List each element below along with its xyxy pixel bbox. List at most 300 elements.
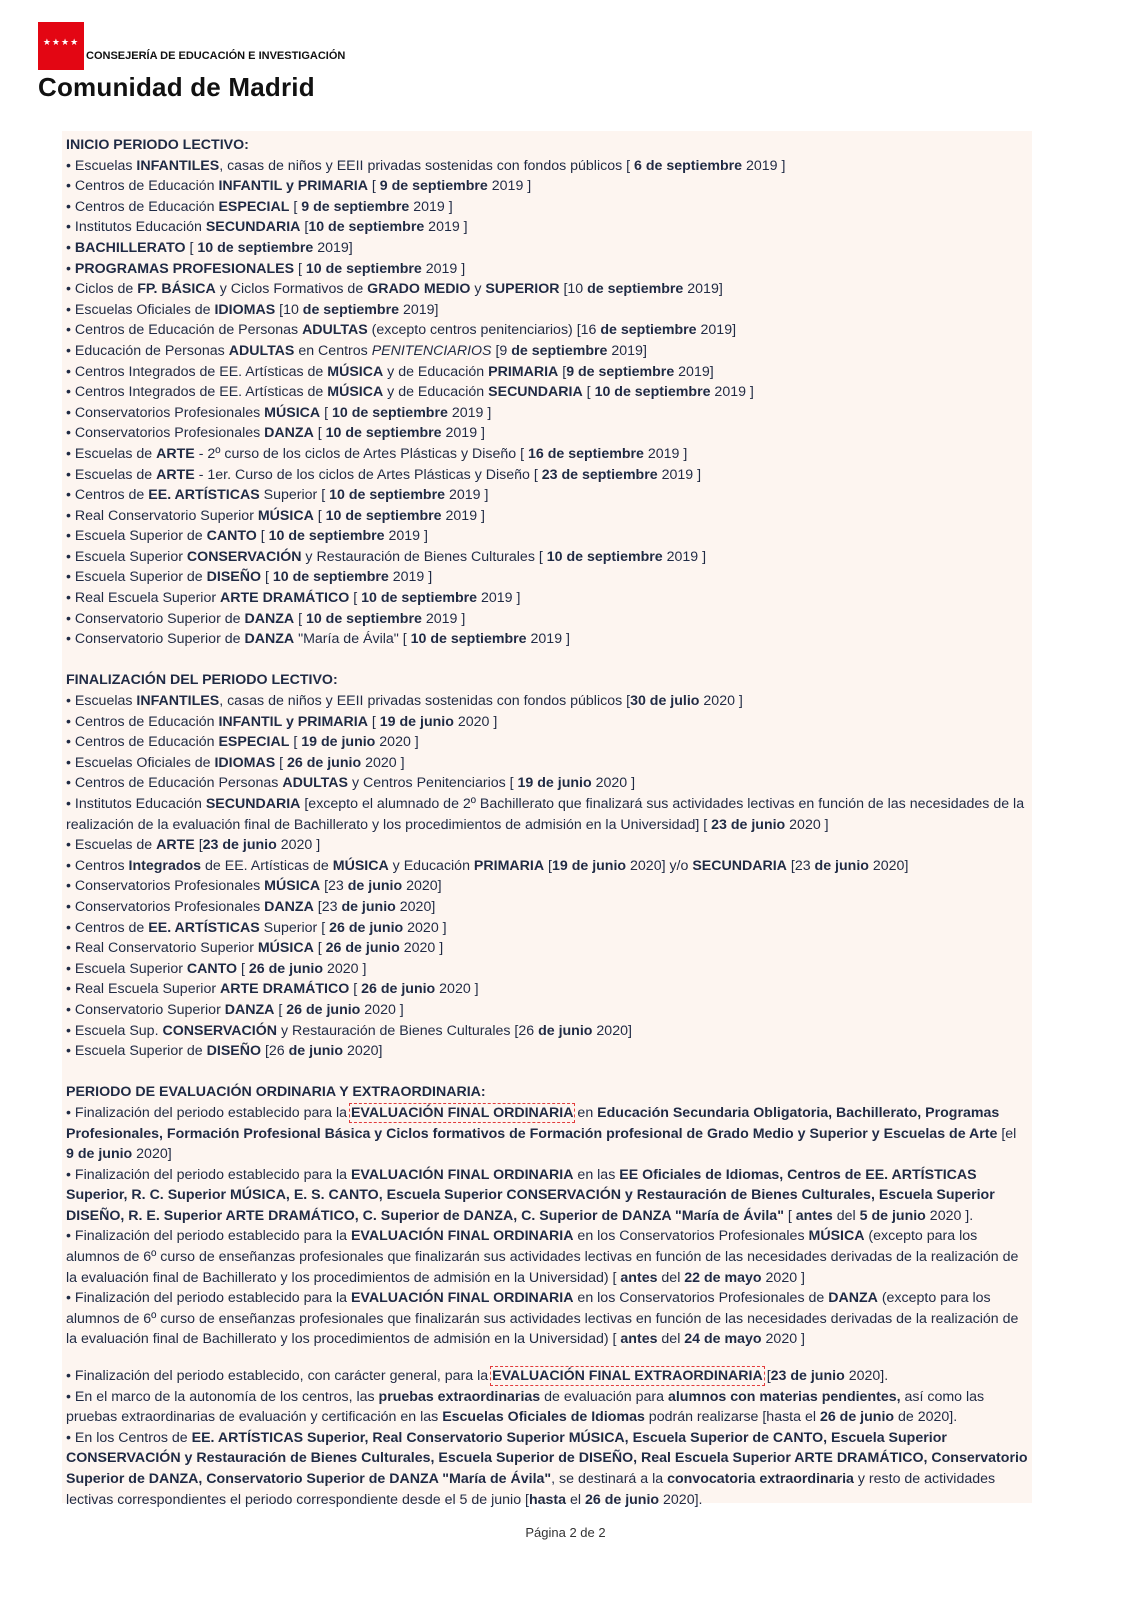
list-item	[66, 279, 1028, 300]
text-run: antes	[620, 1331, 658, 1348]
text-run: alumnos con materias pendientes,	[667, 1388, 901, 1405]
list-item	[66, 753, 1028, 774]
list-item	[66, 1021, 1028, 1042]
text-run: • Institutos Educación	[66, 796, 206, 812]
text-run: • Finalización del periodo establecido para la	[66, 1166, 351, 1183]
text-run: INFANTILES	[136, 157, 220, 174]
text-run: DANZA	[244, 610, 295, 627]
text-run: de junio	[814, 857, 869, 874]
text-run: PROGRAMAS PROFESIONALES	[74, 260, 295, 277]
text-run: 2020 ]	[360, 1001, 404, 1018]
text-run: Superior [	[259, 487, 330, 504]
text-run: [	[783, 1207, 796, 1224]
list-item	[66, 156, 1028, 177]
text-run: 19 de junio	[379, 713, 454, 730]
text-run: en Centros	[294, 342, 372, 359]
highlighted-term: EVALUACIÓN FINAL EXTRAORDINARIA	[492, 1368, 763, 1385]
text-run: y	[470, 281, 486, 298]
text-run: 10 de septiembre	[410, 631, 527, 648]
text-run: 2019]	[607, 342, 647, 359]
text-run: 2020]	[132, 1146, 172, 1163]
text-run: 2020 ]	[323, 960, 367, 977]
text-run: BACHILLERATO	[74, 239, 186, 256]
text-run: 2019 ]	[421, 610, 466, 627]
text-run: 19 de junio	[301, 734, 376, 751]
list-item	[66, 1000, 1028, 1021]
text-run: [	[194, 837, 203, 854]
text-run: 2019 ]	[526, 631, 570, 648]
text-run: [	[256, 528, 269, 545]
text-run: del	[832, 1207, 860, 1224]
text-run: y Educación	[388, 857, 474, 874]
text-run: DANZA	[244, 631, 295, 648]
list-item	[66, 712, 1028, 733]
list-item	[66, 1226, 1028, 1288]
text-run: [	[544, 857, 552, 874]
text-run: SECUNDARIA	[205, 796, 301, 812]
text-run: • Centros de Educación Personas	[66, 775, 283, 792]
evaluacion-list	[66, 1103, 1028, 1350]
text-run: • Escuelas de	[66, 445, 157, 462]
text-run: [	[367, 178, 380, 195]
text-run: de junio	[341, 898, 396, 915]
text-run: , casas de niños y EEII privadas sostenidas con fondos públicos [	[219, 693, 631, 710]
text-run: SECUNDARIA	[488, 384, 583, 401]
list-item	[66, 876, 1028, 897]
text-run: MÚSICA	[808, 1228, 865, 1245]
text-run: 22 de mayo	[684, 1269, 762, 1286]
text-run: 2019 ]	[445, 487, 489, 504]
text-run: • En los Centros de	[66, 1429, 192, 1446]
text-run: "María de Ávila" [	[294, 631, 411, 648]
text-run: [	[313, 425, 326, 442]
text-run: [	[237, 960, 249, 977]
text-run: 2019 ]	[441, 507, 485, 524]
text-run: [23	[320, 878, 348, 895]
text-run: [	[300, 219, 309, 236]
text-run: 2020 ]	[453, 713, 498, 730]
list-item	[66, 856, 1028, 877]
text-run: [	[289, 198, 302, 215]
text-run: y Restauración de Bienes Culturales [26	[277, 1022, 539, 1039]
text-run: [10	[559, 281, 588, 298]
text-run: EE. ARTÍSTICAS	[148, 487, 260, 504]
text-run: [10	[275, 301, 303, 318]
text-run: EVALUACIÓN FINAL ORDINARIA	[350, 1166, 574, 1183]
text-run: [	[320, 404, 332, 421]
text-run: de EE. Artísticas de	[201, 857, 333, 874]
text-run: • Real Escuela Superior	[66, 981, 221, 998]
inicio-list	[66, 156, 1028, 650]
text-run: • Centros de Educación	[66, 178, 219, 195]
text-run: • Finalización del periodo establecido para la	[66, 1290, 351, 1307]
text-run: 10 de septiembre	[325, 507, 442, 524]
text-run: 2020]	[402, 878, 442, 895]
text-run: 2019 ]	[710, 384, 754, 401]
text-run: 2020 ]	[591, 775, 636, 792]
text-run: • Conservatorios Profesionales	[66, 878, 265, 895]
list-item	[66, 444, 1028, 465]
list-item	[66, 465, 1028, 486]
text-run: • Centros de Educación	[66, 713, 219, 730]
text-run: y Centros Penitenciarios [	[348, 775, 518, 792]
text-run: 2020 ]	[375, 734, 419, 751]
list-item	[66, 238, 1028, 259]
text-run: en los Conservatorios Profesionales de	[573, 1290, 829, 1307]
text-run: INFANTIL y PRIMARIA	[218, 713, 368, 730]
comunidad-madrid-logo	[38, 22, 84, 70]
text-run: y de Educación	[383, 384, 489, 401]
text-run: Educación Secundaria Obligatoria, Bachillerato, Programas Profesionales, Formación Profesional Básica y Ciclos formativos de Formación profesional de Grado Medio y Superior y Escuelas de Arte	[66, 1104, 1000, 1142]
text-run: ARTE DRAMÁTICO	[220, 981, 350, 998]
text-run: IDIOMAS	[214, 754, 276, 771]
text-run: 10 de septiembre	[305, 260, 422, 277]
text-run: [	[275, 754, 288, 771]
list-item	[66, 1428, 1028, 1510]
text-run: 10 de septiembre	[308, 219, 425, 236]
list-item	[66, 629, 1028, 650]
text-run: 2019 ]	[447, 404, 492, 421]
text-run: INFANTILES	[136, 693, 220, 710]
text-run: 6 de septiembre	[634, 157, 743, 174]
text-run: DANZA	[224, 1001, 275, 1018]
text-run: de evaluación para	[540, 1388, 668, 1405]
text-run: • Centros de Educación de Personas	[66, 322, 303, 339]
list-item	[66, 1366, 1028, 1387]
text-run: 2020 ].	[925, 1207, 974, 1224]
text-run: [	[289, 734, 302, 751]
text-run: 10 de septiembre	[594, 384, 711, 401]
text-run: y Restauración de Bienes Culturales [	[301, 548, 547, 565]
text-run: • Centros de Educación	[66, 734, 219, 751]
text-run: • Centros Integrados de EE. Artísticas de	[66, 384, 328, 401]
text-run: • Centros de	[66, 487, 149, 504]
text-run: MÚSICA	[264, 878, 321, 895]
text-run: (excepto para los alumnos de 6º curso de enseñanzas profesionales que finalizarán sus actividades lectivas en función de las necesidades derivadas de la realización de la evaluación final de Bachillerato y los procedimientos de admisión en la Universidad) [	[66, 1290, 1019, 1348]
text-run: [	[294, 610, 306, 627]
list-item	[66, 1103, 1028, 1165]
text-run: [26	[261, 1043, 289, 1060]
text-run: 26 de junio	[287, 754, 362, 771]
text-run: DISEÑO	[206, 1043, 262, 1060]
text-run: 2020 ]	[761, 1269, 805, 1286]
text-run: GRADO MEDIO	[367, 281, 471, 298]
text-run: 26 de junio	[286, 1001, 361, 1018]
text-run: • Centros	[66, 857, 129, 874]
text-run: CANTO	[186, 960, 238, 977]
text-run: • Escuelas de	[66, 837, 157, 854]
text-run: 26 de junio	[329, 919, 404, 936]
text-run: ARTE	[156, 445, 195, 462]
text-run: 16 de septiembre	[527, 445, 644, 462]
text-run: ARTE DRAMÁTICO	[220, 590, 350, 607]
text-run: 2020]	[868, 857, 909, 874]
list-item	[66, 423, 1028, 444]
text-run: 9 de septiembre	[301, 198, 410, 215]
text-run: 2019 ]	[477, 590, 521, 607]
text-run: de septiembre	[600, 322, 697, 339]
text-run: ESPECIAL	[218, 198, 290, 215]
text-run: convocatoria extraordinaria	[667, 1471, 854, 1487]
text-run: 10 de septiembre	[268, 528, 385, 545]
list-item	[66, 526, 1028, 547]
text-run: 2019 ]	[643, 445, 688, 462]
list-item	[66, 485, 1028, 506]
text-run: • Escuela Superior de	[66, 569, 207, 586]
text-run: ARTE	[156, 837, 195, 854]
text-run: EE Oficiales de Idiomas, Centros de EE. ARTÍSTICAS Superior, R. C. Superior MÚSICA, E. S. CANTO, Escuela Superior CONSERVACIÓN y Restauración de Bienes Culturales, Escuela Superior DISEÑO, R. E. Superior ARTE DRAMÁTICO, C. Superior de DANZA, C. Superior de DANZA "María de Ávila"	[66, 1166, 995, 1224]
text-run: en los Conservatorios Profesionales	[573, 1228, 809, 1245]
text-run: 23 de junio	[770, 1368, 845, 1385]
list-item	[66, 176, 1028, 197]
text-run: 2019 ]	[742, 157, 786, 174]
text-run: [	[261, 569, 273, 586]
comunidad-title: Comunidad de Madrid	[38, 72, 315, 102]
list-item	[66, 959, 1028, 980]
text-run: [	[558, 363, 567, 380]
text-run: • Conservatorios Profesionales	[66, 425, 265, 442]
text-run: PENITENCIARIOS	[371, 342, 492, 359]
text-run: • Centros de Educación	[66, 198, 219, 215]
text-run: EVALUACIÓN FINAL ORDINARIA	[350, 1290, 574, 1307]
text-run: 2019 ]	[424, 219, 468, 236]
text-run: • Escuelas	[66, 157, 137, 174]
list-item	[66, 320, 1028, 341]
text-run: 9 de septiembre	[379, 178, 488, 195]
text-run: [	[185, 239, 198, 256]
text-run: [9	[491, 342, 512, 359]
text-run: del	[657, 1269, 685, 1286]
text-run: 10 de septiembre	[361, 590, 478, 607]
text-run: SECUNDARIA	[692, 857, 787, 874]
text-run: MÚSICA	[257, 507, 314, 524]
text-run: de junio	[347, 878, 403, 895]
text-run: 10 de septiembre	[305, 610, 422, 627]
list-item	[66, 835, 1028, 856]
evaluacion-list-2	[66, 1366, 1028, 1510]
text-run: 24 de mayo	[684, 1331, 762, 1348]
text-run: 2019 ]	[384, 528, 428, 545]
text-run: pruebas extraordinarias	[378, 1388, 541, 1405]
list-item	[66, 217, 1028, 238]
text-run: Escuelas Oficiales de Idiomas	[442, 1409, 645, 1426]
text-run: de 2020].	[894, 1409, 958, 1426]
text-run: •	[66, 260, 75, 277]
text-run: PRIMARIA	[488, 363, 559, 380]
text-run: • Institutos Educación	[66, 219, 206, 236]
list-item	[66, 1387, 1028, 1428]
list-item	[66, 403, 1028, 424]
text-run: IDIOMAS	[214, 301, 276, 318]
text-run: 2020]	[592, 1022, 632, 1039]
text-run: • Escuelas Oficiales de	[66, 754, 215, 771]
page-number: Página 2 de 2	[525, 1525, 606, 1540]
text-run: 26 de junio	[361, 981, 436, 998]
text-run: 10 de septiembre	[197, 239, 314, 256]
text-run: de septiembre	[587, 281, 684, 298]
text-run: 2020 ]	[699, 693, 743, 710]
list-item	[66, 300, 1028, 321]
text-run: • Centros de	[66, 919, 149, 936]
text-run: 19 de junio	[551, 857, 627, 874]
text-run: [excepto el alumnado de 2º Bachillerato que finalizará sus actividades lectivas en función de las necesidades de la realización de la evaluación final de Bachillerato y los procedimientos de admisión en la Universidad] [	[66, 796, 1025, 833]
text-run: CONSERVACIÓN	[186, 548, 302, 565]
text-run: CANTO	[206, 528, 257, 545]
text-run: • Escuela Superior de	[66, 528, 207, 545]
text-run: [el	[997, 1125, 1017, 1142]
text-run: podrán realizarse [hasta el	[644, 1409, 820, 1426]
text-run: Integrados	[128, 857, 202, 874]
text-run: [	[294, 260, 306, 277]
text-run: 23 de junio	[711, 816, 786, 833]
text-run: en	[573, 1104, 598, 1121]
text-run: 10 de septiembre	[329, 487, 446, 504]
text-run: 2020].	[659, 1491, 703, 1508]
text-run: 2020 ]	[761, 1331, 805, 1348]
text-run: 10 de septiembre	[325, 425, 442, 442]
text-run: 10 de septiembre	[546, 548, 663, 565]
finalizacion-title: FINALIZACIÓN DEL PERIODO LECTIVO:	[66, 672, 338, 689]
text-run: de junio	[288, 1043, 344, 1060]
text-run: [	[582, 384, 595, 401]
text-run: 2019 ]	[662, 548, 707, 565]
text-run: • Conservatorio Superior	[66, 1001, 225, 1018]
list-item	[66, 691, 1028, 712]
finalizacion-list	[66, 691, 1028, 1062]
text-run: • Real Conservatorio Superior	[66, 940, 258, 957]
text-run: - 1er. Curso de los ciclos de Artes Plásticas y Diseño [	[194, 466, 542, 483]
text-run: y resto de actividades lectivas correspondientes el periodo correspondiente desde el 5 de junio [	[66, 1471, 996, 1508]
list-item	[66, 588, 1028, 609]
text-run: 2020] y/o	[626, 857, 693, 874]
text-run: [23	[786, 857, 815, 874]
text-run: 2019 ]	[388, 569, 433, 586]
text-run: 2020].	[844, 1368, 889, 1385]
text-run: • Escuela Superior	[66, 960, 187, 977]
text-run: , casas de niños y EEII privadas sostenidas con fondos públicos [	[219, 157, 635, 174]
text-run: 23 de junio	[202, 837, 277, 854]
text-run: • Real Conservatorio Superior	[66, 507, 258, 524]
list-item	[66, 506, 1028, 527]
text-run: DISEÑO	[206, 569, 262, 586]
text-run: • Escuela Superior	[66, 548, 187, 565]
text-run: 26 de junio	[248, 960, 324, 977]
text-run: en las	[573, 1166, 620, 1183]
text-run: 26 de junio	[584, 1491, 660, 1508]
text-run: 2020 ]	[435, 981, 479, 998]
text-run: así como las pruebas extraordinarias de evaluación y certificación en las	[66, 1388, 985, 1426]
text-run: • Escuelas	[66, 693, 137, 710]
text-run: hasta	[528, 1491, 567, 1508]
inicio-title: INICIO PERIODO LECTIVO:	[66, 137, 249, 153]
list-item	[66, 1041, 1028, 1062]
list-item	[66, 1165, 1028, 1227]
calendar-content	[62, 131, 1032, 1508]
text-run: 10 de septiembre	[272, 569, 389, 586]
text-run: antes	[795, 1207, 833, 1224]
text-run: MÚSICA	[264, 404, 321, 421]
text-run: 2019]	[696, 322, 737, 339]
text-run: PRIMARIA	[473, 857, 545, 874]
text-run: MÚSICA	[327, 363, 384, 380]
text-run: ESPECIAL	[218, 734, 290, 751]
text-run: - 2º curso de los ciclos de Artes Plásticas y Diseño [	[194, 445, 528, 462]
text-run: INFANTIL y PRIMARIA	[218, 178, 368, 195]
text-run: [	[367, 713, 380, 730]
text-run: ADULTAS	[282, 775, 348, 792]
consejeria-label: CONSEJERÍA DE EDUCACIÓN E INVESTIGACIÓN	[86, 50, 346, 62]
list-item	[66, 609, 1028, 630]
text-run: 2019]	[683, 281, 723, 298]
text-run: 2020]	[395, 898, 436, 915]
text-run: • Conservatorios Profesionales	[66, 898, 265, 915]
text-run: 26 de junio	[325, 940, 400, 957]
list-item	[66, 341, 1028, 362]
text-run: DANZA	[828, 1290, 878, 1307]
text-run: [	[313, 940, 326, 957]
text-run: • Escuela Superior de	[66, 1043, 207, 1060]
text-run: MÚSICA	[332, 857, 389, 874]
text-run: 2019 ]	[409, 198, 453, 215]
text-run: MÚSICA	[257, 940, 314, 957]
text-run: antes	[620, 1269, 658, 1286]
list-item	[66, 938, 1028, 959]
list-item	[66, 732, 1028, 753]
text-run: EVALUACIÓN FINAL ORDINARIA	[350, 1228, 574, 1245]
text-run: • Escuela Sup.	[66, 1022, 163, 1039]
highlighted-term: EVALUACIÓN FINAL ORDINARIA	[350, 1104, 574, 1121]
list-item	[66, 918, 1028, 939]
text-run: 26 de junio	[819, 1409, 895, 1426]
list-item	[66, 567, 1028, 588]
text-run: EE. ARTÍSTICAS	[148, 919, 260, 936]
page-header	[38, 22, 638, 102]
text-run: 2019 ]	[421, 260, 466, 277]
text-run: ARTE	[156, 466, 195, 483]
text-run: FP. BÁSICA	[137, 281, 216, 298]
list-item	[66, 979, 1028, 1000]
text-run: • Educación de Personas	[66, 342, 229, 359]
text-run: DANZA	[264, 898, 314, 915]
text-run: [	[762, 1368, 771, 1385]
text-run: de septiembre	[302, 301, 399, 318]
list-item	[66, 382, 1028, 403]
text-run: Superior [	[259, 919, 330, 936]
text-run: 19 de junio	[517, 775, 592, 792]
list-item	[66, 197, 1028, 218]
text-run: (excepto centros penitenciarios) [16	[367, 322, 601, 339]
text-run: 2019 ]	[657, 466, 702, 483]
text-run: 30 de julio	[630, 693, 700, 710]
text-run: • Conservatorios Profesionales	[66, 404, 265, 421]
list-item	[66, 259, 1028, 280]
text-run: [	[349, 981, 362, 998]
text-run: MÚSICA	[327, 384, 384, 401]
text-run: 2019]	[399, 301, 439, 318]
text-run: 23 de septiembre	[541, 466, 658, 483]
text-run: 10 de septiembre	[331, 404, 448, 421]
list-item	[66, 362, 1028, 383]
text-run: ADULTAS	[228, 342, 295, 359]
text-run: • Finalización del periodo establecido, con carácter general, para la	[66, 1368, 493, 1385]
text-run: SECUNDARIA	[205, 219, 301, 236]
text-run: • Finalización del periodo establecido para la	[66, 1228, 351, 1245]
text-run: 2019]	[313, 239, 353, 256]
text-run: SUPERIOR	[485, 281, 560, 298]
text-run: • Finalización del periodo establecido para la	[66, 1104, 351, 1121]
text-run: 2019 ]	[487, 178, 532, 195]
list-item	[66, 1288, 1028, 1350]
